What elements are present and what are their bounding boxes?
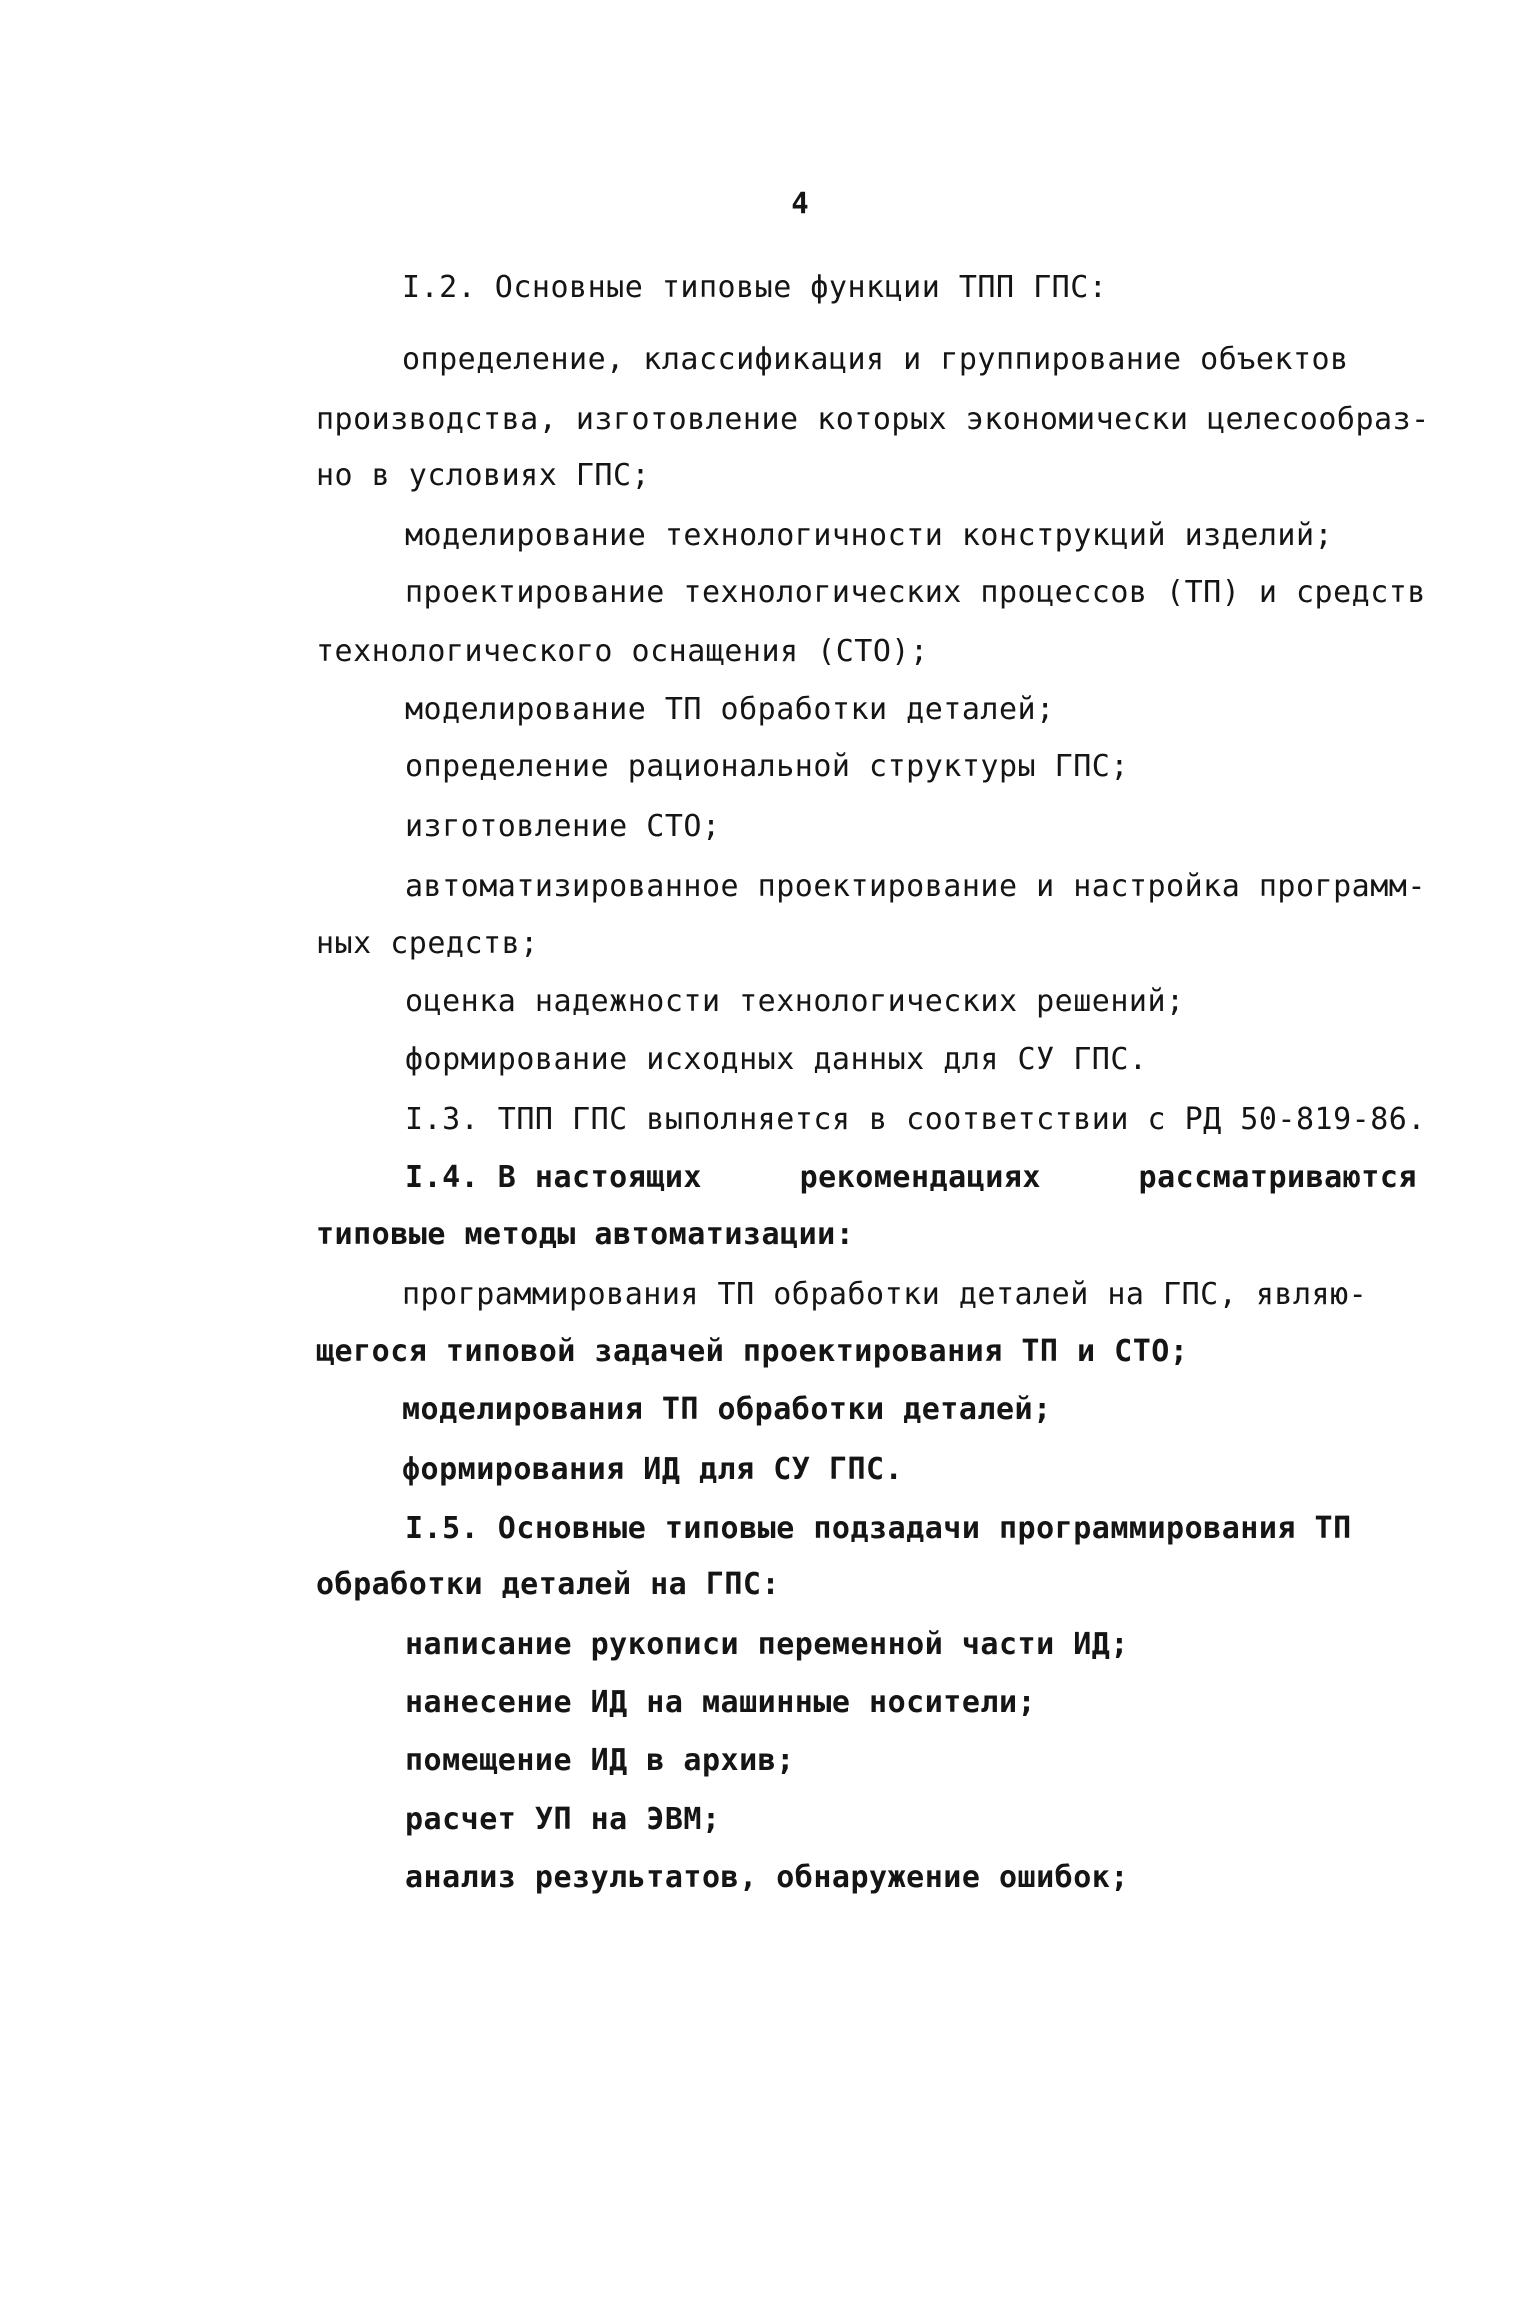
text-line: автоматизированное проектирование и настройка программ- bbox=[405, 869, 1426, 904]
text-fragment: рассматриваются bbox=[1138, 1160, 1417, 1195]
text-line: проектирование технологических процессов (ТП) и средств bbox=[405, 575, 1426, 610]
section-1-5-line: I.5. Основные типовые подзадачи программирования ТП bbox=[405, 1511, 1352, 1546]
text-line: моделирование технологичности конструкций изделий; bbox=[405, 518, 1334, 553]
text-line: технологического оснащения (СТО); bbox=[316, 634, 929, 669]
text-line: ных средств; bbox=[316, 926, 539, 961]
text-line: формирования ИД для СУ ГПС. bbox=[402, 1452, 904, 1487]
section-1-3-line: I.3. ТПП ГПС выполняется в соответствии с РД 50-819-86. bbox=[405, 1102, 1426, 1137]
text-line: анализ результатов, обнаружение ошибок; bbox=[405, 1860, 1129, 1895]
text-fragment: рекомендациях bbox=[799, 1160, 1041, 1195]
text-line: расчет УП на ЭВМ; bbox=[405, 1802, 721, 1837]
page-number: 4 bbox=[791, 186, 809, 220]
section-1-4-line bbox=[405, 1158, 1417, 1198]
text-line: оценка надежности технологических решений; bbox=[405, 984, 1185, 1019]
text-fragment: I.4. В настоящих bbox=[405, 1160, 702, 1195]
text-line: определение рациональной структуры ГПС; bbox=[405, 749, 1129, 784]
text-line: но в условиях ГПС; bbox=[316, 458, 651, 493]
text-line: помещение ИД в архив; bbox=[405, 1743, 795, 1778]
text-line: написание рукописи переменной части ИД; bbox=[405, 1627, 1129, 1662]
text-line: обработки деталей на ГПС: bbox=[316, 1567, 781, 1602]
section-1-2-heading: I.2. Основные типовые функции ТПП ГПС: bbox=[402, 270, 1108, 305]
text-line: определение, классификация и группирование объектов bbox=[402, 342, 1349, 377]
text-line: изготовление СТО; bbox=[405, 809, 721, 844]
text-line: формирование исходных данных для СУ ГПС. bbox=[405, 1042, 1148, 1077]
text-line: программирования ТП обработки деталей на ГПС, являю- bbox=[402, 1277, 1368, 1312]
text-line: моделирования ТП обработки деталей; bbox=[402, 1392, 1052, 1427]
text-line: нанесение ИД на машинные носители; bbox=[405, 1685, 1037, 1720]
text-line: щегося типовой задачей проектирования ТП и СТО; bbox=[316, 1334, 1189, 1369]
text-line: производства, изготовление которых экономически целесообраз- bbox=[316, 402, 1430, 437]
text-line: типовые методы автоматизации: bbox=[316, 1217, 855, 1252]
text-line: моделирование ТП обработки деталей; bbox=[405, 692, 1055, 727]
